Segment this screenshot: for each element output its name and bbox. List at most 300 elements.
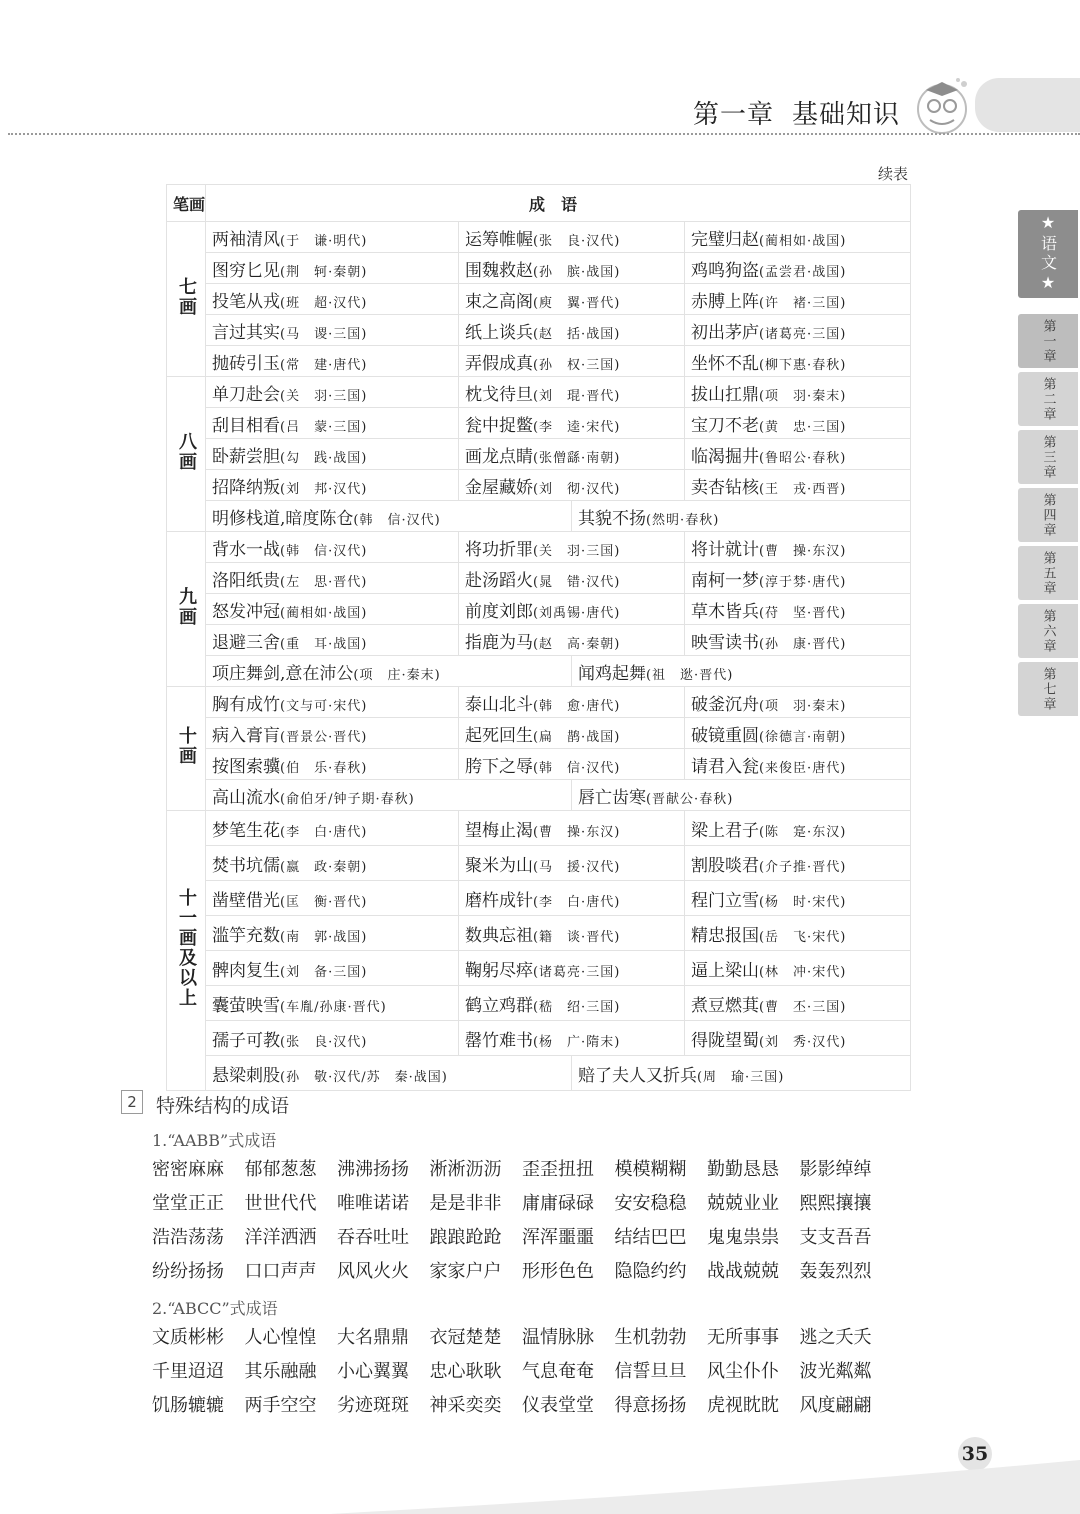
table-row [167,749,911,780]
idiom-item: 支支吾吾 [799,1227,872,1248]
idiom-text: 退避三舍 [212,632,281,653]
idiom-source: (柳下惠·春秋) [758,357,847,373]
idiom-cell [684,377,910,408]
idiom-item: 沸沸扬扬 [337,1159,409,1180]
idiom-cell [684,718,910,749]
chapter-title: 基础知识 [791,100,900,130]
idiom-text: 按图索骥 [212,756,281,777]
table-row [167,687,911,718]
idiom-source: (张 良·汉代) [532,233,621,249]
idiom-source: (籍 谈·晋代) [532,929,621,945]
idiom-cell [684,253,910,284]
idiom-source: (左 思·晋代) [280,574,368,590]
idiom-text: 弄假成真 [464,353,533,374]
idiom-source: (孙 膑·战国) [532,264,621,280]
stroke-count-cell [167,532,206,687]
idiom-item: 安安稳稳 [614,1193,687,1214]
idiom-item: 郁郁葱葱 [244,1159,317,1180]
idiom-cell [206,749,459,780]
idiom-text: 赴汤蹈火 [464,570,533,591]
idiom-source: (祖 逖·晋代) [645,667,734,683]
subheading-abcc: 2.“ABCC”式成语 [152,1299,278,1318]
idiom-item: 风尘仆仆 [707,1361,779,1382]
idiom-item: 逃之夭夭 [799,1327,872,1348]
table-row [167,594,911,625]
idiom-source: (晁 错·汉代) [532,574,621,590]
table-row [167,532,911,563]
idiom-text: 坐怀不乱 [690,353,759,374]
idiom-item: 战战兢兢 [707,1261,779,1282]
idiom-cell [684,1021,910,1056]
idiom-text: 割股啖君 [690,855,759,876]
idiom-item: 鬼鬼祟祟 [707,1227,779,1248]
idiom-source: (张僧繇·南朝) [532,450,621,466]
idiom-cell [458,253,684,284]
chapter-header [693,94,900,131]
stroke-count-cell [167,811,206,1091]
idiom-text: 逼上梁山 [690,960,759,981]
idiom-source: (南 郭·战国) [280,929,368,945]
stroke-count-cell [167,222,206,377]
idiom-cell [206,563,459,594]
idiom-source: (晋景公·晋代) [280,729,368,745]
side-tab-chapter-2[interactable] [1018,372,1078,426]
table-row [167,916,911,951]
idiom-text: 鞠躬尽瘁 [464,960,533,981]
idiom-text: 卖杏钻核 [690,477,759,498]
idiom-text: 高山流水 [212,787,281,808]
idiom-cell [206,470,459,501]
idiom-text: 将计就计 [690,539,759,560]
idiom-source: (孙 康·晋代) [758,636,847,652]
idiom-text: 凿壁借光 [212,890,281,911]
side-tab-label: 第三章 [1040,434,1056,480]
idiom-source: (然明·春秋) [645,512,720,528]
idiom-item: 风风火火 [337,1261,409,1282]
idiom-item: 密密麻麻 [152,1159,224,1180]
idiom-source: (王 戎·西晋) [758,481,847,497]
idiom-text: 泰山北斗 [464,694,533,715]
idiom-text: 初出茅庐 [690,322,759,343]
idiom-text: 运筹帷幄 [464,229,533,250]
side-tab-subject-label: ★语文★ [1038,213,1058,295]
idiom-text: 宝刀不老 [690,415,759,436]
idiom-source: (徐德言·南朝) [758,729,847,745]
col-header-stroke: 笔画 [167,185,206,222]
idiom-source: (刘禹锡·唐代) [532,605,621,621]
idiom-cell [458,346,684,377]
idiom-source: (周 瑜·三国) [696,1069,785,1085]
idiom-item: 小心翼翼 [337,1361,409,1382]
idiom-cell [206,718,459,749]
stroke-count-label: 十一画及以上 [176,888,197,1008]
idiom-source: (常 建·唐代) [280,357,368,373]
side-tab-label: 第四章 [1040,492,1056,538]
idiom-cell [684,532,910,563]
idiom-text: 请君入瓮 [690,756,759,777]
table-row [167,811,911,846]
idiom-source: (韩 信·汉代) [532,760,621,776]
idiom-source: (赵 高·秦朝) [532,636,621,652]
idiom-cell [571,501,910,532]
idiom-source: (来俊臣·唐代) [758,760,847,776]
idiom-text: 图穷匕见 [212,260,281,281]
idiom-item: 庸庸碌碌 [522,1193,594,1214]
idiom-cell [206,222,459,253]
page-number: 35 [958,1437,992,1471]
idiom-source: (刘 秀·汉代) [758,1034,847,1050]
idiom-cell [458,1021,684,1056]
idiom-cell [458,718,684,749]
idiom-text: 鹤立鸡群 [464,995,533,1016]
idiom-cell [684,563,910,594]
table-row [167,986,911,1021]
idiom-text: 围魏救赵 [464,260,533,281]
idiom-text: 程门立雪 [690,890,759,911]
idiom-cell [571,1056,910,1091]
idiom-source: (李 白·唐代) [532,894,621,910]
idiom-cell [571,780,910,811]
header-band [975,78,1080,132]
idiom-cell [206,532,459,563]
idiom-source: (孙 权·三国) [532,357,621,373]
idiom-cell [206,346,459,377]
table-row [167,780,911,811]
idiom-cell [458,749,684,780]
idiom-item: 两手空空 [244,1395,317,1416]
idiom-source: (庾 翼·晋代) [532,295,621,311]
idiom-source: (赵 括·战国) [532,326,621,342]
idiom-source: (介子推·晋代) [758,859,847,875]
idiom-cell [684,470,910,501]
idiom-source: (匡 衡·晋代) [280,894,368,910]
idiom-cell [458,951,684,986]
idiom-text: 指鹿为马 [464,632,533,653]
idiom-cell [206,594,459,625]
idiom-text: 孺子可教 [212,1030,281,1051]
idiom-item: 千里迢迢 [152,1361,224,1382]
idiom-cell [458,625,684,656]
side-tab-chapter-7[interactable] [1018,662,1078,716]
idiom-item: 虎视眈眈 [707,1395,779,1416]
idiom-cell [206,951,459,986]
idiom-cell [684,881,910,916]
idiom-cell [206,1021,459,1056]
idiom-text: 罄竹难书 [464,1030,533,1051]
idiom-cell [458,563,684,594]
idiom-source: (马 援·汉代) [532,859,621,875]
idiom-source: (陈 寔·东汉) [758,824,847,840]
idiom-text: 磨杵成针 [464,890,533,911]
table-row [167,501,911,532]
header-divider [8,133,1080,135]
idiom-source: (蔺相如·战国) [758,233,847,249]
idiom-cell [458,470,684,501]
idiom-source: (曹 丕·三国) [758,999,847,1015]
idiom-text: 起死回生 [464,725,533,746]
idiom-item: 兢兢业业 [707,1193,779,1214]
idiom-source: (许 褚·三国) [758,295,847,311]
idiom-source: (曹 操·东汉) [532,824,621,840]
idiom-cell [458,222,684,253]
idiom-item: 衣冠楚楚 [429,1327,502,1348]
idiom-item: 饥肠辘辘 [152,1395,224,1416]
idiom-cell [206,916,459,951]
idiom-item: 温情脉脉 [522,1327,594,1348]
idiom-item: 浑浑噩噩 [522,1227,594,1248]
idiom-text: 拔山扛鼎 [690,384,759,405]
idiom-cell [206,846,459,881]
idiom-cell [684,408,910,439]
idiom-item: 无所事事 [707,1327,779,1348]
side-tab-chapter-5[interactable] [1018,546,1078,600]
idiom-item: 隐隐约约 [614,1261,687,1282]
idiom-source: (杨 广·隋末) [532,1034,621,1050]
idiom-text: 单刀赴会 [212,384,281,405]
idiom-cell [458,315,684,346]
table-row [167,346,911,377]
idiom-item: 家家户户 [429,1261,502,1282]
idiom-source: (韩 信·汉代) [353,512,441,528]
idiom-text: 两袖清风 [212,229,281,250]
continued-label: 续表 [878,165,909,183]
idiom-text: 数典忘祖 [464,925,533,946]
idiom-cell [206,986,459,1021]
table-row [167,656,911,687]
idiom-text: 焚书坑儒 [212,855,281,876]
mascot-icon [912,76,972,136]
abcc-idiom-grid [152,1326,892,1418]
idiom-source: (韩 信·汉代) [280,543,368,559]
subheading-aabb: 1.“AABB”式成语 [152,1131,277,1150]
idiom-cell [684,222,910,253]
table-row [167,563,911,594]
idiom-text: 闻鸡起舞 [577,663,646,684]
idiom-text: 胸有成竹 [212,694,281,715]
side-tab-label: 第五章 [1040,550,1056,596]
stroke-count-cell [167,687,206,811]
idiom-cell [458,986,684,1021]
idiom-cell [684,315,910,346]
idiom-cell [458,811,684,846]
idiom-source: (关 羽·三国) [532,543,621,559]
idiom-cell [206,687,459,718]
idiom-source: (晋献公·春秋) [645,791,734,807]
idiom-text: 草木皆兵 [690,601,759,622]
idiom-cell [458,532,684,563]
idiom-item: 口口声声 [244,1261,317,1282]
idiom-cell [458,439,684,470]
section-number: 2 [121,1090,143,1114]
stroke-count-label: 七画 [176,276,197,317]
idiom-cell [458,846,684,881]
idiom-item: 轰轰烈烈 [799,1261,872,1282]
table-row [167,625,911,656]
idiom-source: (项 羽·秦末) [758,698,847,714]
idiom-text: 囊萤映雪 [212,995,281,1016]
idiom-cell [684,951,910,986]
idiom-cell [206,377,459,408]
idiom-item: 唯唯诺诺 [337,1193,409,1214]
table-row [167,470,911,501]
idiom-cell [206,881,459,916]
idiom-cell [684,594,910,625]
idiom-source: (苻 坚·晋代) [758,605,847,621]
idiom-item: 熙熙攘攘 [799,1193,872,1214]
side-tab-label: 第七章 [1040,666,1056,712]
idiom-text: 临渴掘井 [690,446,759,467]
idiom-source: (荆 轲·秦朝) [280,264,368,280]
idiom-cell [206,1056,572,1091]
idiom-source: (勾 践·战国) [280,450,368,466]
idiom-source: (嬴 政·秦朝) [280,859,368,875]
idiom-source: (吕 蒙·三国) [280,419,368,435]
idiom-cell [206,439,459,470]
idiom-cell [206,625,459,656]
idiom-item: 大名鼎鼎 [337,1327,409,1348]
idiom-text: 洛阳纸贵 [212,570,281,591]
table-row [167,1021,911,1056]
idiom-source: (文与可·宋代) [280,698,368,714]
idiom-cell [206,315,459,346]
idiom-cell [458,408,684,439]
idiom-text: 金屋藏娇 [464,477,533,498]
idiom-item: 是是非非 [429,1193,502,1214]
idiom-cell [684,346,910,377]
side-tab-chapter-4[interactable] [1018,488,1078,542]
table-row [167,222,911,253]
idiom-item: 劣迹斑斑 [337,1395,409,1416]
idiom-cell [458,594,684,625]
idiom-source: (刘 邦·汉代) [280,481,368,497]
table-row [167,284,911,315]
idiom-text: 聚米为山 [464,855,533,876]
idiom-source: (嵇 绍·三国) [532,999,621,1015]
idiom-item: 影影绰绰 [799,1159,872,1180]
idiom-cell [684,439,910,470]
idiom-cell [206,656,572,687]
idiom-cell [684,687,910,718]
col-header-idiom: 成语 [206,185,911,222]
side-tab-label: 第一章 [1040,318,1056,364]
idiom-text: 髀肉复生 [212,960,281,981]
footer-swoosh [0,1460,1080,1514]
idiom-source: (扁 鹊·战国) [532,729,621,745]
idiom-item: 纷纷扬扬 [152,1261,224,1282]
idiom-source: (班 超·汉代) [280,295,368,311]
idiom-source: (车胤/孙康·晋代) [280,999,387,1015]
idiom-text: 精忠报国 [690,925,759,946]
idiom-cell [684,625,910,656]
idiom-cell [206,408,459,439]
idiom-cell [458,916,684,951]
idiom-cell [684,811,910,846]
idiom-source: (李 逵·宋代) [532,419,621,435]
idiom-source: (岳 飞·宋代) [758,929,847,945]
idiom-item: 忠心耿耿 [429,1361,502,1382]
idiom-text: 其貌不扬 [577,508,646,529]
idiom-table [166,184,911,1091]
idiom-text: 招降纳叛 [212,477,281,498]
idiom-source: (蔺相如·战国) [280,605,368,621]
idiom-source: (刘 彻·汉代) [532,481,621,497]
idiom-item: 结结巴巴 [614,1227,687,1248]
idiom-cell [684,916,910,951]
idiom-cell [684,749,910,780]
idiom-source: (伯 乐·春秋) [280,760,368,776]
idiom-item: 模模糊糊 [614,1159,687,1180]
idiom-item: 气息奄奄 [522,1361,594,1382]
idiom-item: 堂堂正正 [152,1193,224,1214]
idiom-text: 纸上谈兵 [464,322,533,343]
aabb-idiom-grid [152,1158,892,1284]
table-row [167,408,911,439]
idiom-text: 悬梁刺股 [212,1065,281,1086]
idiom-cell [684,986,910,1021]
idiom-text: 梁上君子 [690,820,759,841]
idiom-source: (孟尝君·战国) [758,264,847,280]
idiom-source: (孙 敬·汉代/苏 秦·战国) [280,1069,448,1085]
idiom-source: (诸葛亮·三国) [758,326,847,342]
idiom-text: 南柯一梦 [690,570,759,591]
idiom-source: (于 谦·明代) [280,233,368,249]
idiom-text: 枕戈待旦 [464,384,533,405]
idiom-item: 文质彬彬 [152,1327,224,1348]
idiom-item: 踉踉跄跄 [429,1227,502,1248]
idiom-cell [458,881,684,916]
idiom-item: 生机勃勃 [614,1327,687,1348]
idiom-source: (刘 备·三国) [280,964,368,980]
idiom-text: 瓮中捉鳖 [464,415,533,436]
idiom-cell [684,846,910,881]
idiom-source: (韩 愈·唐代) [532,698,621,714]
idiom-source: (杨 时·宋代) [758,894,847,910]
table-row [167,718,911,749]
stroke-count-cell [167,377,206,532]
idiom-item: 仪表堂堂 [522,1395,594,1416]
idiom-cell [206,780,572,811]
idiom-text: 明修栈道,暗度陈仓 [212,508,354,529]
idiom-text: 映雪读书 [690,632,759,653]
idiom-item: 信誓旦旦 [614,1361,687,1382]
idiom-item: 浩浩荡荡 [152,1227,224,1248]
idiom-source: (马 谡·三国) [280,326,368,342]
side-tab-chapter-1[interactable] [1018,314,1078,368]
idiom-text: 梦笔生花 [212,820,281,841]
idiom-item: 形形色色 [522,1261,594,1282]
idiom-source: (林 冲·宋代) [758,964,847,980]
stroke-count-label: 九画 [176,586,197,627]
side-tab-chapter-3[interactable] [1018,430,1078,484]
idiom-source: (关 羽·三国) [280,388,368,404]
section-title: 特殊结构的成语 [156,1095,290,1117]
stroke-count-label: 八画 [176,431,197,472]
idiom-item: 勤勤恳恳 [707,1159,779,1180]
side-tab-chapter-6[interactable] [1018,604,1078,658]
idiom-item: 得意扬扬 [614,1395,687,1416]
table-row [167,951,911,986]
idiom-item: 人心惶惶 [244,1327,317,1348]
idiom-text: 画龙点睛 [464,446,533,467]
idiom-text: 投笔从戎 [212,291,281,312]
idiom-cell [458,687,684,718]
side-tab-subject[interactable] [1018,210,1078,298]
idiom-text: 破镜重圆 [690,725,759,746]
idiom-source: (项 庄·秦末) [353,667,441,683]
idiom-source: (刘 琨·晋代) [532,388,621,404]
idiom-text: 鸡鸣狗盗 [690,260,759,281]
idiom-text: 滥竽充数 [212,925,281,946]
